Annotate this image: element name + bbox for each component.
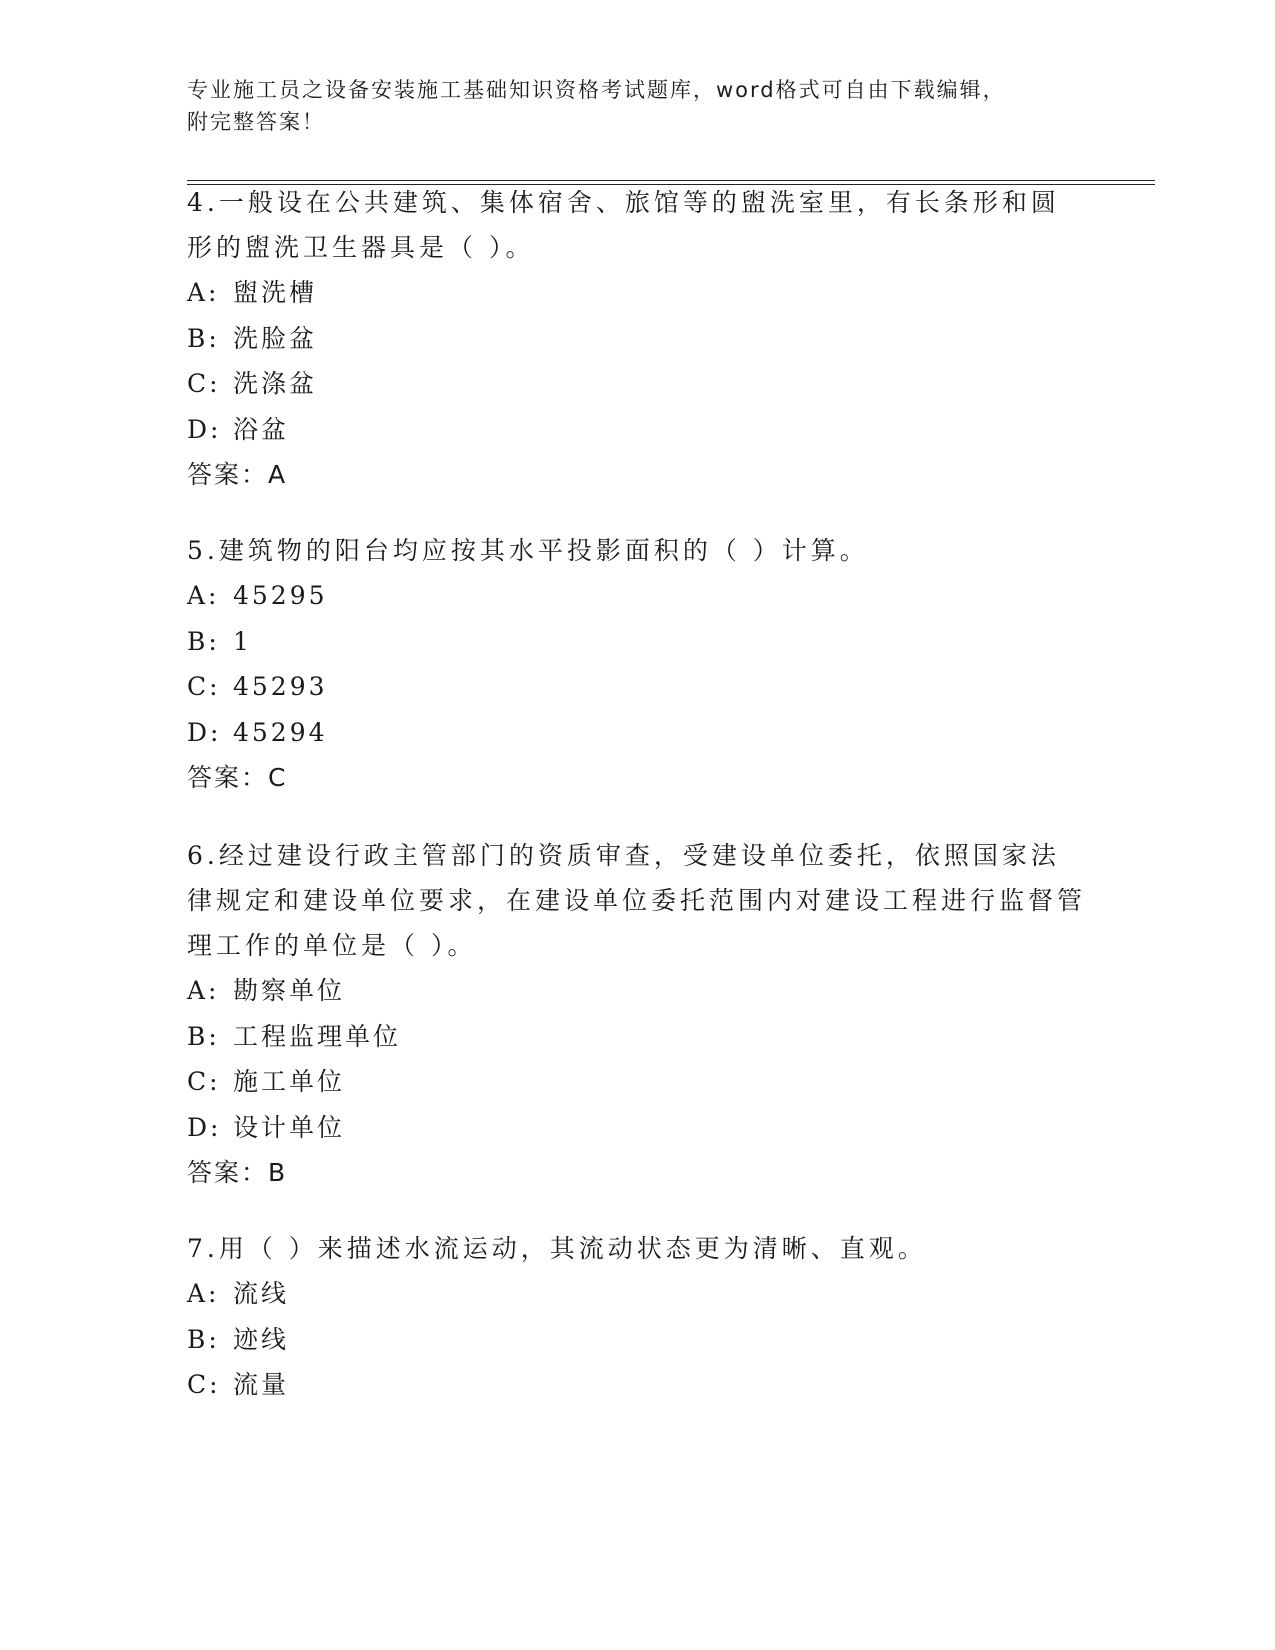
question-5: [187, 528, 1087, 801]
option-key: B:: [187, 626, 220, 656]
document-header: [187, 74, 1047, 138]
option-text: 流线: [233, 1279, 290, 1308]
option-c: [187, 1362, 1087, 1408]
option-c: [187, 361, 1087, 407]
option-d: [187, 710, 1087, 756]
question-4: [187, 180, 1087, 498]
option-b: [187, 316, 1087, 362]
answer-value: C: [268, 763, 288, 792]
option-d: [187, 407, 1087, 453]
answer-label: 答案：: [187, 1158, 269, 1187]
option-a: [187, 573, 1087, 619]
option-key: C:: [187, 1067, 221, 1096]
option-key: D:: [187, 1112, 222, 1142]
answer-label: 答案：: [187, 763, 269, 792]
question-stem: 5.建筑物的阳台均应按其水平投影面积的（ ）计算。: [187, 536, 869, 565]
option-c: [187, 664, 1087, 710]
header-line-1: 专业施工员之设备安装施工基础知识资格考试题库，word格式可自由下载编辑，: [187, 78, 1006, 102]
question-stem: 7.用（ ）来描述水流运动，其流动状态更为清晰、直观。: [187, 1234, 927, 1263]
option-key: A:: [187, 976, 220, 1005]
answer-label: 答案：: [187, 460, 269, 489]
option-key: D:: [187, 717, 222, 747]
option-a: [187, 270, 1087, 316]
answer: [187, 755, 1087, 801]
option-b: [187, 619, 1087, 665]
option-text: 1: [233, 626, 252, 656]
option-text: 洗脸盆: [233, 323, 318, 353]
question-6: [187, 833, 1087, 1196]
option-key: B:: [187, 1021, 220, 1051]
header-line-2: 附完整答案！: [187, 110, 325, 134]
option-a: [187, 1271, 1087, 1317]
answer: [187, 1150, 1087, 1196]
option-text: 勘察单位: [233, 976, 346, 1005]
option-text: 洗涤盆: [233, 369, 318, 398]
answer-value: B: [268, 1158, 288, 1187]
question-stem: 4.一般设在公共建筑、集体宿舍、旅馆等的盥洗室里，有长条形和圆形的盥洗卫生器具是（ ）。: [187, 188, 1060, 262]
option-key: C:: [187, 1370, 221, 1399]
option-text: 工程监理单位: [233, 1021, 402, 1051]
option-text: 施工单位: [233, 1067, 346, 1096]
option-b: [187, 1014, 1087, 1060]
option-key: B:: [187, 1324, 220, 1354]
option-key: A:: [187, 581, 220, 610]
answer: [187, 452, 1087, 498]
option-d: [187, 1105, 1087, 1151]
option-a: [187, 968, 1087, 1014]
option-text: 45294: [233, 717, 328, 747]
option-b: [187, 1317, 1087, 1363]
option-text: 设计单位: [233, 1112, 346, 1142]
option-text: 45293: [233, 672, 328, 701]
option-text: 45295: [233, 581, 328, 610]
answer-value: A: [268, 460, 288, 489]
option-key: A:: [187, 278, 220, 307]
option-key: A:: [187, 1279, 220, 1308]
option-text: 浴盆: [233, 414, 290, 444]
option-key: C:: [187, 369, 221, 398]
option-c: [187, 1059, 1087, 1105]
option-key: D:: [187, 414, 222, 444]
option-text: 迹线: [233, 1324, 290, 1354]
question-stem: 6.经过建设行政主管部门的资质审查，受建设单位委托，依照国家法律规定和建设单位要求，在建设单位委托范围内对建设工程进行监督管理工作的单位是（ ）。: [187, 841, 1087, 960]
option-text: 盥洗槽: [233, 278, 318, 307]
option-key: B:: [187, 323, 220, 353]
option-key: C:: [187, 672, 221, 701]
question-7: [187, 1226, 1087, 1408]
option-text: 流量: [233, 1370, 290, 1399]
